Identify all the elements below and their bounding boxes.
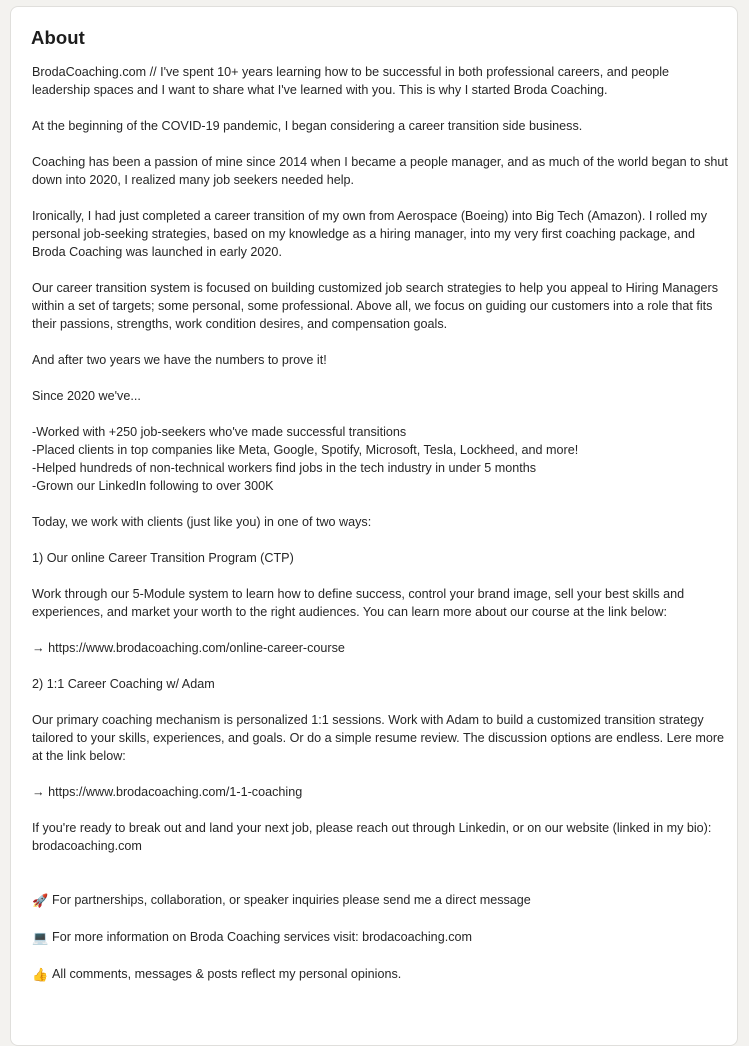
about-paragraph-numbers: And after two years we have the numbers to prove it! xyxy=(32,353,327,367)
about-paragraph-ironically: Ironically, I had just completed a career transition of my own from Aerospace (Boeing) into Big Tech (Amazon). I rolled my personal job-seeking strategies, based on my knowledge as a hiring manager, into my very first coaching package, and Broda Coaching was launched in early 2020. xyxy=(32,209,707,259)
about-paragraph-passion: Coaching has been a passion of mine since 2014 when I became a people manager, and as much of the world began to shut down into 2020, I realized many job seekers needed help. xyxy=(32,155,728,187)
option-2-link[interactable] xyxy=(32,783,728,801)
about-card xyxy=(10,6,738,1046)
achievement-item: -Placed clients in top companies like Meta, Google, Spotify, Microsoft, Tesla, Lockheed, and more! xyxy=(32,443,579,457)
achievement-item: -Worked with +250 job-seekers who've made successful transitions xyxy=(32,425,407,439)
about-paragraph-today: Today, we work with clients (just like you) in one of two ways: xyxy=(32,515,372,529)
option-2-heading: 2) 1:1 Career Coaching w/ Adam xyxy=(32,677,215,691)
footer-text: For more information on Broda Coaching services visit: brodacoaching.com xyxy=(52,930,472,944)
option-1-description: Work through our 5-Module system to learn how to define success, control your brand image, sell your best skills and experiences, and market your worth to the right audiences. You can learn more about our course at the link below: xyxy=(32,587,685,619)
one-on-one-coaching-link[interactable]: → https://www.brodacoaching.com/1-1-coaching xyxy=(32,785,303,799)
about-paragraph-system: Our career transition system is focused on building customized job search strategies to help you appeal to Hiring Managers within a set of targets; some personal, some professional. Above all, we focus on guiding our customers into a role that fits their passions, strengths, work condition desires, and compensation goals. xyxy=(32,281,719,331)
option-2-description: Our primary coaching mechanism is personalized 1:1 sessions. Work with Adam to build a customized transition strategy tailored to your skills, experiences, and goals. Or do a simple resume review. The discussion options are endless. Lere more at the link below: xyxy=(32,713,725,763)
laptop-icon: 💻 xyxy=(32,930,49,945)
achievement-item: -Helped hundreds of non-technical workers find jobs in the tech industry in under 5 months xyxy=(32,461,537,475)
about-paragraph-intro: BrodaCoaching.com // I've spent 10+ years learning how to be successful in both professional careers, and people leadership spaces and I want to share what I've learned with you. This is why I started Broda Coaching. xyxy=(32,65,670,97)
footer-text: All comments, messages & posts reflect my personal opinions. xyxy=(52,967,402,981)
achievement-item: -Grown our LinkedIn following to over 300K xyxy=(32,479,274,493)
about-paragraph-since: Since 2020 we've... xyxy=(32,389,141,403)
option-1-link[interactable] xyxy=(32,639,728,657)
about-paragraph-ready: If you're ready to break out and land your next job, please reach out through Linkedin, or on our website (linked in my bio): brodacoaching.com xyxy=(32,821,712,853)
footer-text: For partnerships, collaboration, or speaker inquiries please send me a direct message xyxy=(52,893,531,907)
section-title: About xyxy=(31,27,85,48)
about-paragraph-covid: At the beginning of the COVID-19 pandemic, I began considering a career transition side business. xyxy=(32,119,583,133)
thumbs-up-icon: 👍 xyxy=(32,967,49,982)
footer-line-services xyxy=(32,928,728,947)
footer-line-partnerships xyxy=(32,891,728,910)
option-1-heading: 1) Our online Career Transition Program (CTP) xyxy=(32,551,294,565)
online-career-course-link[interactable]: → https://www.brodacoaching.com/online-career-course xyxy=(32,641,345,655)
about-text xyxy=(32,63,728,1002)
rocket-icon: 🚀 xyxy=(32,893,49,908)
footer-line-opinions xyxy=(32,965,728,984)
